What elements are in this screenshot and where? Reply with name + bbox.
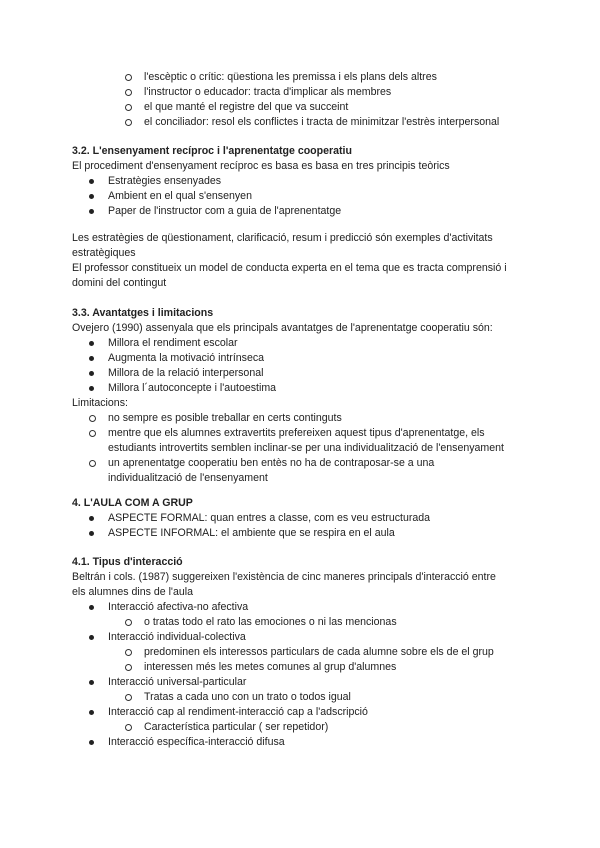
section-4-1 bbox=[72, 555, 540, 750]
bullet-icon bbox=[89, 386, 94, 391]
paragraph: El professor constitueix un model de conducta experta en el tema que es tracta comprensió i domini del contingut bbox=[72, 262, 507, 289]
section-3-3 bbox=[72, 306, 540, 486]
bullet-icon bbox=[89, 710, 94, 715]
hollow-bullet-icon bbox=[125, 89, 132, 96]
list-item: Paper de l'instructor com a guia de l'aprenentatge bbox=[72, 204, 540, 219]
paragraph: Ovejero (1990) assenyala que els principals avantatges de l'aprenentatge cooperatiu són: bbox=[72, 322, 493, 334]
section-heading: 4. L'AULA COM A GRUP bbox=[72, 497, 193, 509]
list-item: Millora de la relació interpersonal bbox=[72, 366, 540, 381]
bullet-icon bbox=[89, 341, 94, 346]
list-item: ASPECTE INFORMAL: el ambiente que se respira en el aula bbox=[72, 526, 540, 541]
list-item: ASPECTE FORMAL: quan entres a classe, com es veu estructurada bbox=[72, 511, 540, 526]
section-3-2 bbox=[72, 144, 540, 291]
paragraph: Beltrán i cols. (1987) suggereixen l'existència de cinc maneres principals d'interacció entre els alumnes dins de l'aula bbox=[72, 571, 496, 598]
section-heading: 3.2. L'ensenyament recíproc i l'aprenentatge cooperatiu bbox=[72, 145, 352, 157]
list-item: Millora l´autoconcepte i l'autoestima bbox=[72, 381, 540, 396]
paragraph: Limitacions: bbox=[72, 397, 128, 409]
bullet-icon bbox=[89, 680, 94, 685]
sub-list-item: Característica particular ( ser repetidor) bbox=[72, 720, 540, 735]
list-item: Millora el rendiment escolar bbox=[72, 336, 540, 351]
list-item: Interacció universal-particular bbox=[72, 675, 540, 690]
bullet-icon bbox=[89, 516, 94, 521]
hollow-bullet-icon bbox=[125, 724, 132, 731]
hollow-bullet-icon bbox=[125, 649, 132, 656]
hollow-bullet-icon bbox=[125, 119, 132, 126]
bullet-icon bbox=[89, 371, 94, 376]
paragraph: Les estratègies de qüestionament, clarificació, resum i predicció són exemples d'activitats estratègiques bbox=[72, 232, 493, 259]
hollow-bullet-icon bbox=[125, 694, 132, 701]
hollow-bullet-icon bbox=[125, 104, 132, 111]
section-4 bbox=[72, 496, 540, 541]
list-item: mentre que els alumnes extravertits prefereixen aquest tipus d'aprenentatge, els estudiants introvertits semblen inclinar-se per una individualització de l'ensenyament bbox=[72, 426, 540, 456]
bullet-icon bbox=[89, 605, 94, 610]
sub-list-item: interessen més les metes comunes al grup d'alumnes bbox=[72, 660, 540, 675]
list-item: l'instructor o educador: tracta d'implicar als membres bbox=[72, 85, 540, 100]
bullet-icon bbox=[89, 179, 94, 184]
bullet-icon bbox=[89, 740, 94, 745]
sub-list-item: Tratas a cada uno con un trato o todos igual bbox=[72, 690, 540, 705]
list-item: Augmenta la motivació intrínseca bbox=[72, 351, 540, 366]
list-item: Estratègies ensenyades bbox=[72, 174, 540, 189]
bullet-icon bbox=[89, 531, 94, 536]
list-item: el conciliador: resol els conflictes i tracta de minimitzar l'estrès interpersonal bbox=[72, 115, 540, 130]
sub-list-item: predominen els interessos particulars de cada alumne sobre els de el grup bbox=[72, 645, 540, 660]
list-item: Interacció cap al rendiment-interacció cap a l'adscripció bbox=[72, 705, 540, 720]
hollow-bullet-icon bbox=[89, 415, 96, 422]
bullet-icon bbox=[89, 356, 94, 361]
list-item: Interacció específica-interacció difusa bbox=[72, 735, 540, 750]
hollow-bullet-icon bbox=[125, 664, 132, 671]
bullet-icon bbox=[89, 635, 94, 640]
list-item: l'escèptic o crític: qüestiona les premissa i els plans dels altres bbox=[72, 70, 540, 85]
section-heading: 4.1. Tipus d'interacció bbox=[72, 556, 183, 568]
list-item: no sempre es posible treballar en certs continguts bbox=[72, 411, 540, 426]
sub-list-item: o tratas todo el rato las emociones o ni las mencionas bbox=[72, 615, 540, 630]
paragraph: El procediment d'ensenyament recíproc es basa es basa en tres principis teòrics bbox=[72, 160, 450, 172]
bullet-icon bbox=[89, 194, 94, 199]
list-item: el que manté el registre del que va succeint bbox=[72, 100, 540, 115]
list-item: Ambient en el qual s'ensenyen bbox=[72, 189, 540, 204]
hollow-bullet-icon bbox=[125, 619, 132, 626]
roles-list bbox=[72, 70, 540, 130]
bullet-icon bbox=[89, 209, 94, 214]
list-item: Interacció afectiva-no afectiva bbox=[72, 600, 540, 615]
list-item: un aprenentatge cooperatiu ben entès no ha de contraposar-se a una individualització de l'ensenyament bbox=[72, 456, 540, 486]
hollow-bullet-icon bbox=[89, 430, 96, 437]
hollow-bullet-icon bbox=[89, 460, 96, 467]
hollow-bullet-icon bbox=[125, 74, 132, 81]
section-heading: 3.3. Avantatges i limitacions bbox=[72, 307, 214, 319]
list-item: Interacció individual-colectiva bbox=[72, 630, 540, 645]
